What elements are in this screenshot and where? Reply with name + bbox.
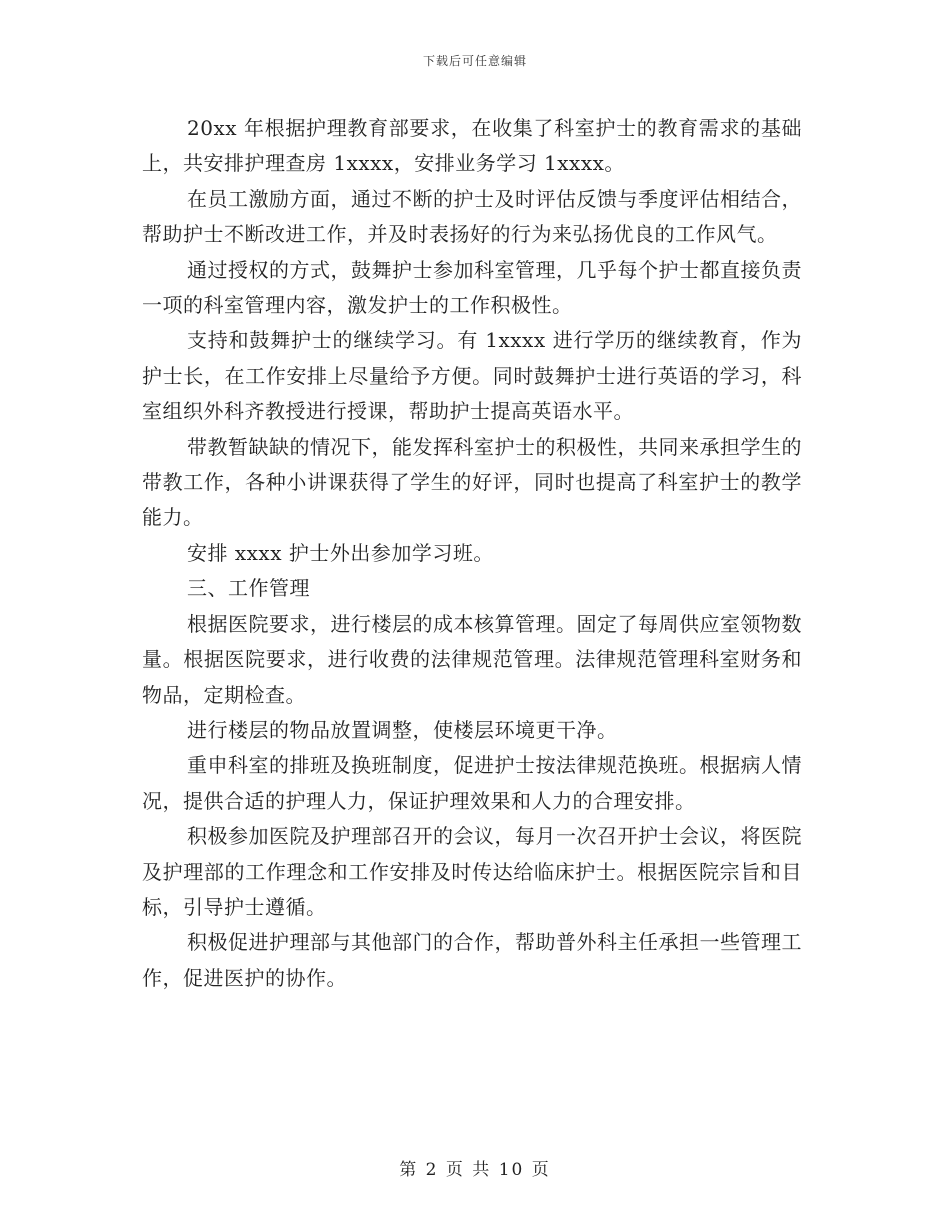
paragraph: 安排 xxxx 护士外出参加学习班。 bbox=[187, 540, 494, 565]
paragraph: 进行楼层的物品放置调整，使楼层环境更干净。 bbox=[187, 717, 618, 742]
section-heading: 三、工作管理 bbox=[187, 576, 310, 601]
paragraph: 20xx 年根据护理教育部要求，在收集了科室护士的教育需求的基础上，共安排护理查房 1xxxx，安排业务学习 1xxxx。 bbox=[142, 116, 802, 176]
paragraph: 支持和鼓舞护士的继续学习。有 1xxxx 进行学历的继续教育，作为护士长，在工作安排上尽量给予方便。同时鼓舞护士进行英语的学习，科室组织外科齐教授进行授课，帮助护士提高英语水平。 bbox=[142, 328, 802, 424]
paragraph: 积极促进护理部与其他部门的合作，帮助普外科主任承担一些管理工作，促进医护的协作。 bbox=[142, 930, 802, 990]
document-body bbox=[142, 111, 802, 996]
paragraph: 通过授权的方式，鼓舞护士参加科室管理，几乎每个护士都直接负责一项的科室管理内容，激发护士的工作积极性。 bbox=[142, 257, 802, 318]
paragraph: 在员工激励方面，通过不断的护士及时评估反馈与季度评估相结合，帮助护士不断改进工作，并及时表扬好的行为来弘扬优良的工作风气。 bbox=[142, 186, 802, 247]
page-number: 第 2 页 共 10 页 bbox=[399, 1160, 551, 1180]
paragraph: 带教暂缺缺的情况下，能发挥科室护士的积极性，共同来承担学生的带教工作，各种小讲课获得了学生的好评，同时也提高了科室护士的教学能力。 bbox=[142, 434, 802, 530]
paragraph: 重申科室的排班及换班制度，促进护士按法律规范换班。根据病人情况，提供合适的护理人力，保证护理效果和人力的合理安排。 bbox=[142, 753, 802, 813]
paragraph: 根据医院要求，进行楼层的成本核算管理。固定了每周供应室领物数量。根据医院要求，进行收费的法律规范管理。法律规范管理科室财务和物品，定期检查。 bbox=[142, 611, 802, 707]
paragraph: 积极参加医院及护理部召开的会议，每月一次召开护士会议，将医院及护理部的工作理念和工作安排及时传达给临床护士。根据医院宗旨和目标，引导护士遵循。 bbox=[142, 824, 802, 919]
page-header: 下载后可任意编辑 bbox=[422, 54, 527, 68]
